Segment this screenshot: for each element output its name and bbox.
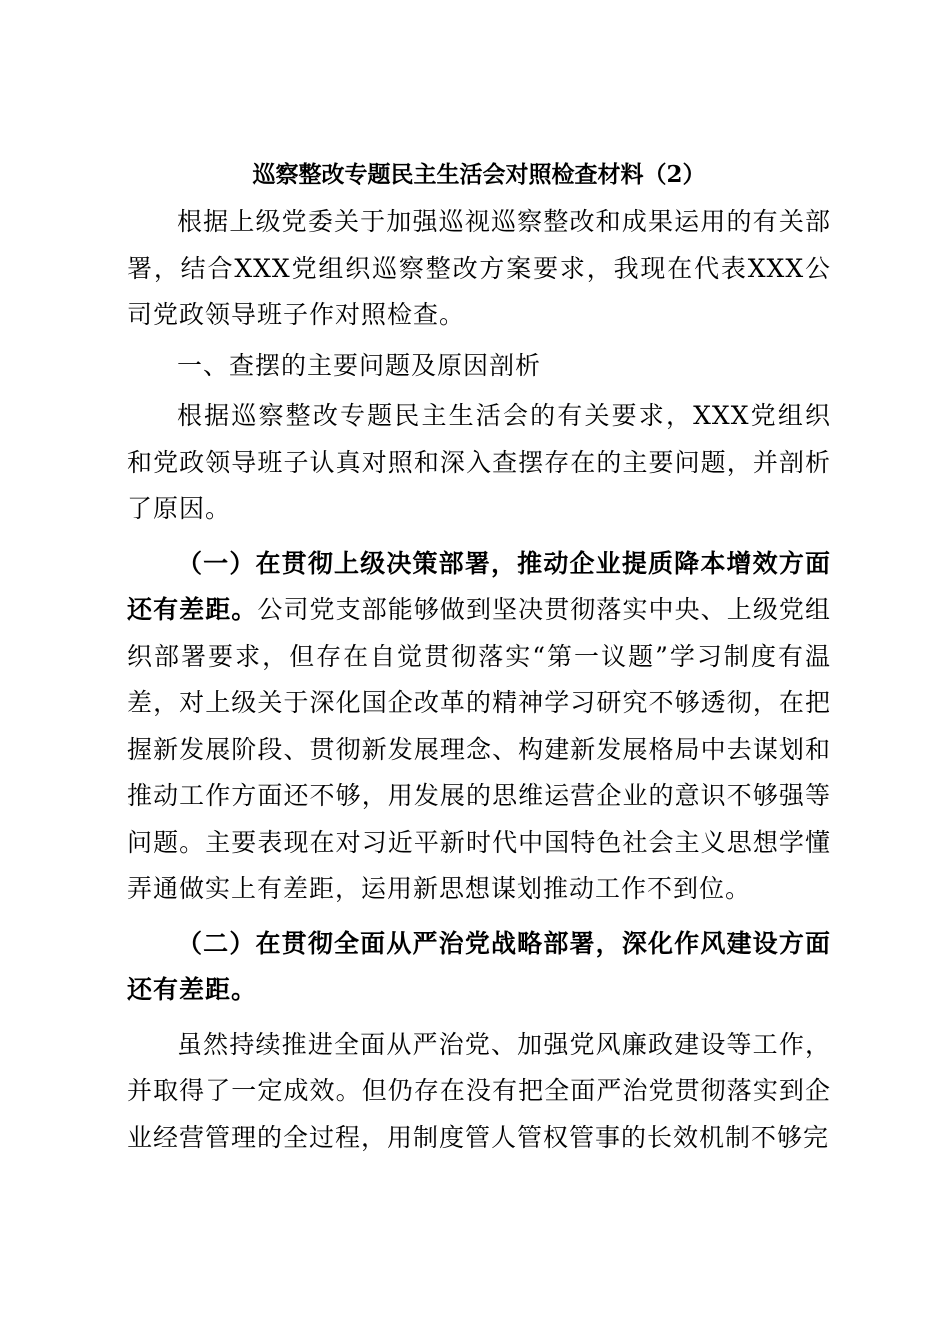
intro-paragraph: 根据上级党委关于加强巡视巡察整改和成果运用的有关部署，结合XXX党组织巡察整改方案要求，我现在代表XXX公司党政领导班子作对照检查。 — [127, 207, 831, 329]
section-1-item-2-body: 虽然持续推进全面从严治党、加强党风廉政建设等工作，并取得了一定成效。但仍存在没有把全面严治党贯彻落实到企业经营管理的全过程，用制度管人管权管事的长效机制不够完 — [127, 1029, 831, 1152]
spacer — [127, 533, 831, 541]
document-title: 巡察整改专题民主生活会对照检查材料（2） — [252, 161, 706, 188]
section-1-item-1-paragraph — [127, 541, 831, 913]
section-1-intro-paragraph: 根据巡察整改专题民主生活会的有关要求，XXX党组织和党政领导班子认真对照和深入查摆存在的主要问题，并剖析了原因。 — [127, 401, 831, 523]
section-1-item-1-heading: （一）在贯彻上级决策部署，推动企业提质降本增效方面还有差距。 — [127, 548, 831, 624]
spacer — [127, 913, 831, 921]
spacer — [127, 1014, 831, 1022]
section-1-item-2-heading: （二）在贯彻全面从严治党战略部署，深化作风建设方面还有差距。 — [127, 928, 831, 1004]
section-1-heading: 一、查摆的主要问题及原因剖析 — [177, 350, 542, 380]
section-1-item-1-body: 公司党支部能够做到坚决贯彻落实中央、上级党组织部署要求，但存在自觉贯彻落实“第一议题”学习制度有温差，对上级关于深化国企改革的精神学习研究不够透彻，在把握新发展阶段、贯彻新发展理念、构建新发展格局中去谋划和推动工作方面还不够，用发展的思维运营企业的意识不够强等问题。主要表现在对习近平新时代中国特色社会主义思想学懂弄通做实上有差距，运用新思想谋划推动工作不到位。 — [127, 595, 831, 903]
document-body — [127, 155, 831, 1161]
